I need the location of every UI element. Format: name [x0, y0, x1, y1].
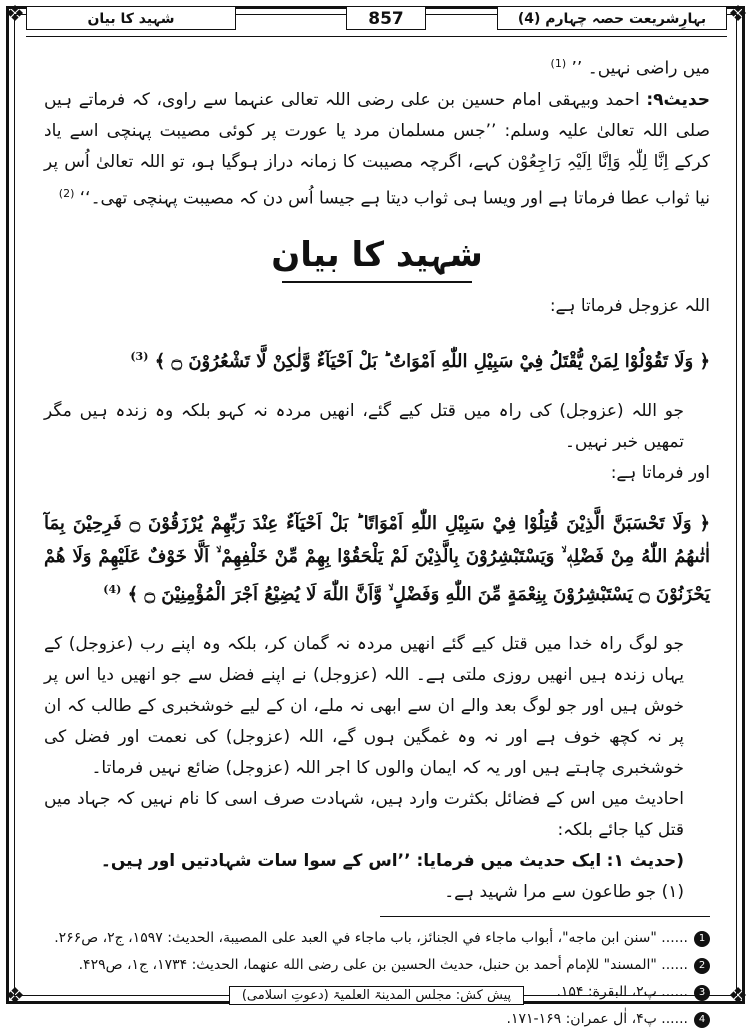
hadith-9: [44, 85, 710, 215]
hadith-label: (حدیث ۱:: [606, 851, 684, 872]
quran-verse-2: [44, 507, 710, 611]
corner-ornament-icon: ❖: [728, 984, 748, 1009]
intro-line-2: اور فرماتا ہے:: [610, 463, 710, 484]
list-item: (۱) جو طاعون سے مرا شہید ہے۔: [444, 882, 684, 903]
footnote-number: 4: [694, 1012, 710, 1028]
footnote-ref: (2): [58, 186, 75, 200]
verse-text: ﴿ وَلَا تَقُوْلُوْا لِمَنْ يُّقْتَلُ فِيْ سَبِيْلِ اللّٰهِ اَمْوَاتٌ ؕ بَلْ اَحْيَآءٌ وَّلٰكِنْ لَّا تَشْعُرُوْنَ ۝ ﴾: [154, 351, 710, 373]
ahadith-paragraph: احادیث میں اس کے فضائل بکثرت وارد ہیں، شہادت صرف اسی کا نام نہیں کہ جہاد میں قتل کیا جائے بلکہ:: [44, 789, 684, 841]
page-header: [26, 4, 727, 32]
page-footer: [0, 984, 753, 1005]
publisher-label: پیش کش: مجلس المدینۃ العلمیۃ (دعوتِ اسلامی): [229, 986, 524, 1005]
footnote-text: ...... پ۲، البقرة: ۱۵۴.: [556, 984, 688, 1001]
footnotes: [44, 925, 710, 1033]
intro-line-1: اللہ عزوجل فرماتا ہے:: [549, 296, 710, 317]
hadith-text: ایک حدیث میں فرمایا: ’’اس کے سوا سات شہادتیں اور ہیں۔: [100, 851, 602, 872]
footnote: [44, 925, 710, 952]
title-underline: [282, 281, 472, 283]
footnote-number: 3: [694, 985, 710, 1001]
section-title: شہید کا بیان: [271, 235, 483, 276]
footnote-number: 1: [694, 931, 710, 947]
header-divider: [26, 36, 727, 37]
footnote-divider: [380, 916, 710, 917]
footnote-text: ...... پ۴، اٰل عمران: ۱۶۹-۱۷۱.: [506, 1011, 688, 1028]
continuation-line: [44, 48, 710, 85]
translation-2: جو لوگ راہ خدا میں قتل کیے گئے انھیں مردہ نہ گمان کر، بلکہ وہ اپنے رب (عزوجل) کے یہاں زندہ ہیں انھیں روزی ملتی ہے۔ اللہ (عزوجل) نے اپنے فضل سے جو انھیں دیا اس پر خوش ہیں اور جو لوگ بعد والے ان سے ابھی نہ ملے، ان کے لیے خوشخبری کے طالب کہ ان پر نہ کچھ خوف ہے اور نہ وہ غمگین ہوں گے، اللہ (عزوجل) کی نعمت اور فضل کی خوشخبری چاہتے ہیں اور یہ کہ ایمان والوں کا اجر اللہ (عزوجل) ضائع نہیں فرماتا۔: [44, 634, 684, 779]
footnote-ref: (1): [550, 57, 567, 70]
footnote-text: ...... "سنن ابن ماجه"، أبواب ماجاء في الجنائز، باب ماجاء في العبد على المصيبة، الحديث: ۱۵۹۷، ج۲، ص۲۶۶.: [54, 930, 688, 947]
corner-ornament-icon: ❖: [728, 2, 748, 27]
hadith-1: [44, 846, 710, 877]
chapter-title: شہید کا بیان: [26, 6, 236, 30]
quran-verse-1: [44, 340, 710, 378]
footnote-text: ...... "المسند" للإمام أحمد بن حنبل، حديث الحسين بن على رضى الله عنهما، الحديث: ۱۷۳۴، ج۱، ص۴۲۹.: [78, 957, 688, 974]
footnote-ref: (3): [130, 350, 149, 364]
verse-text: ﴿ وَلَا تَحْسَبَنَّ الَّذِيْنَ قُتِلُوْا فِيْ سَبِيْلِ اللّٰهِ اَمْوَاتًا ؕ بَلْ اَحْيَآءٌ عِنْدَ رَبِّهِمْ يُرْزَقُوْنَ ۝ فَرِحِيْنَ بِمَآ اٰتٰىهُمُ اللّٰهُ مِنْ فَضْلِهٖ ۙ وَيَسْتَبْشِرُوْنَ بِالَّذِيْنَ لَمْ يَلْحَقُوْا بِهِمْ مِّنْ خَلْفِهِمْ ۙ اَلَّا خَوْفٌ عَلَيْهِمْ وَلَا هُمْ يَحْزَنُوْنَ ۝ يَسْتَبْشِرُوْنَ بِنِعْمَةٍ مِّنَ اللّٰهِ وَفَضْلٍ ۙ وَّاَنَّ اللّٰهَ لَا يُضِيْعُ اَجْرَ الْمُؤْمِنِيْنَ ۝ ﴾: [44, 513, 710, 606]
continuation-text: میں راضی نہیں۔ ’’: [571, 58, 710, 79]
footnote: [44, 952, 710, 979]
hadith-text: احمد وبیہقی امام حسین بن علی رضی اللہ تعالی عنہما سے راوی، کہ فرماتے ہیں صلی اللہ تعالیٰ علیہ وسلم: ’’جس مسلمان مرد یا عورت پر کوئی مصیبت پہنچی اسے یاد کرکے اِنَّا لِلّٰہِ وَاِنَّا اِلَیْہِ رَاجِعُوْن کہے، اگرچہ مصیبت کا زمانہ دراز ہوگیا ہو، تو اللہ تعالیٰ اُس پر نیا ثواب عطا فرماتا ہے اور ویسا ہی ثواب دیتا ہے جیسا اُس دن کہ مصیبت پہنچی تھی۔‘‘: [44, 89, 710, 209]
main-text: [44, 48, 710, 1033]
corner-ornament-icon: ❖: [5, 984, 25, 1009]
footnote-number: 2: [694, 958, 710, 974]
hadith-label: حدیث۹:: [646, 89, 710, 110]
footnote-ref: (4): [103, 583, 122, 597]
page-number: 857: [346, 6, 426, 30]
translation-1: جو اللہ (عزوجل) کی راہ میں قتل کیے گئے، انھیں مردہ نہ کہو بلکہ وہ زندہ ہیں مگر تمھیں خبر نہیں۔: [44, 401, 684, 453]
book-title: بہارِشریعت حصہ چہارم (4): [497, 6, 727, 30]
footnote: [44, 1006, 710, 1033]
corner-ornament-icon: ❖: [5, 2, 25, 27]
